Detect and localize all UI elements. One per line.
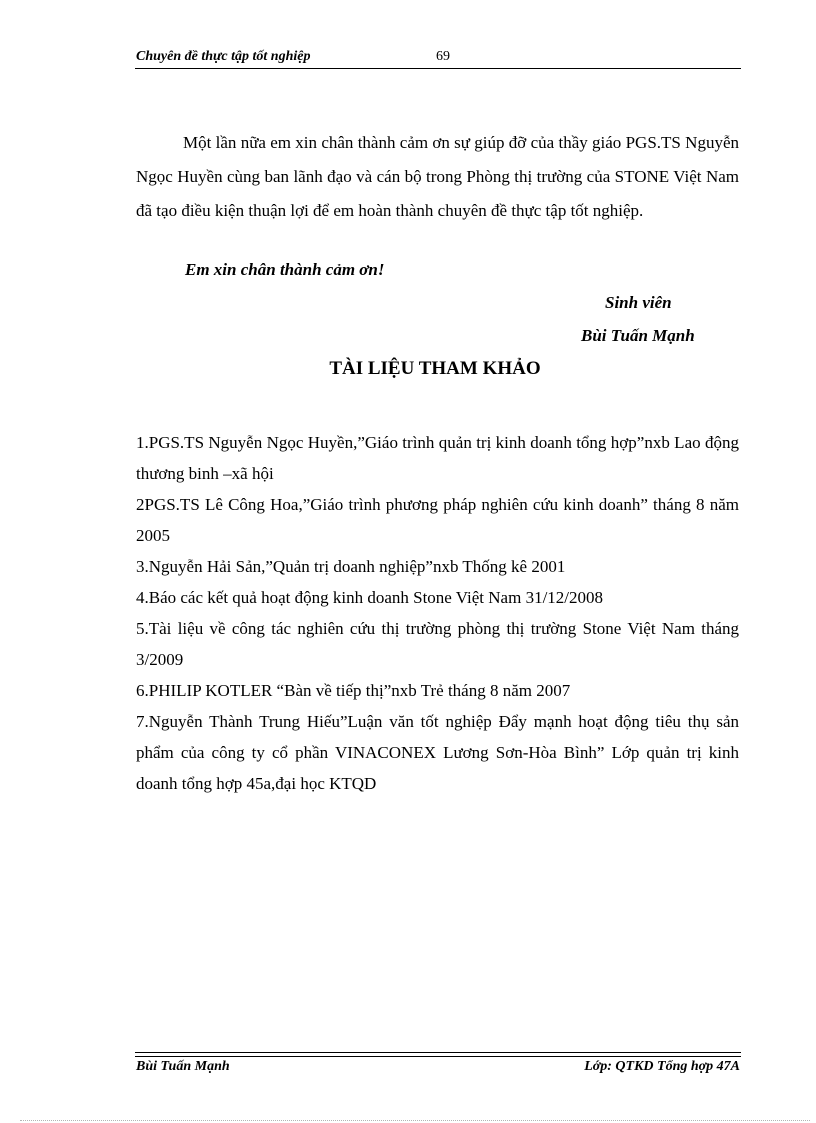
reference-item: 2PGS.TS Lê Công Hoa,”Giáo trình phương pháp nghiên cứu kinh doanh” tháng 8 năm 2005 [136, 495, 739, 545]
header-divider [135, 68, 741, 69]
footer-author: Bùi Tuấn Mạnh [136, 1059, 230, 1074]
signature-role: Sinh viên [605, 293, 672, 312]
reference-item: 7.Nguyễn Thành Trung Hiếu”Luận văn tốt nghiệp Đẩy mạnh hoạt động tiêu thụ sản phẩm của công ty cổ phần VINACONEX Lương Sơn-Hòa Bình” Lớp quản trị kinh doanh tổng hợp 45a,đại học KTQD [136, 712, 739, 793]
reference-item: 5.Tài liệu về công tác nghiên cứu thị trường phòng thị trường Stone Việt Nam tháng 3/2009 [136, 619, 739, 669]
footer-divider-top [135, 1052, 741, 1053]
thanks-line: Em xin chân thành cảm ơn! [185, 260, 385, 279]
signature-name: Bùi Tuấn Mạnh [581, 326, 695, 345]
references-list [136, 427, 739, 799]
reference-item: 4.Báo các kết quả hoạt động kinh doanh Stone Việt Nam 31/12/2008 [136, 588, 604, 607]
reference-item: 1.PGS.TS Nguyễn Ngọc Huyền,”Giáo trình quản trị kinh doanh tổng hợp”nxb Lao động thương binh –xã hội [136, 433, 739, 483]
reference-item: 6.PHILIP KOTLER “Bàn về tiếp thị”nxb Trẻ tháng 8 năm 2007 [136, 681, 571, 700]
reference-item: 3.Nguyễn Hải Sản,”Quản trị doanh nghiệp”nxb Thống kê 2001 [136, 557, 566, 576]
header-title: Chuyên đề thực tập tốt nghiệp [136, 49, 311, 64]
references-title: TÀI LIỆU THAM KHẢO [329, 358, 541, 379]
page-number: 69 [436, 49, 450, 64]
footer-divider-bottom [135, 1056, 741, 1057]
page-bottom-edge [20, 1120, 810, 1121]
footer-class: Lớp: QTKD Tổng hợp 47A [584, 1059, 740, 1074]
acknowledgement-paragraph: Một lần nữa em xin chân thành cảm ơn sự giúp đỡ của thầy giáo PGS.TS Nguyễn Ngọc Huyền cùng ban lãnh đạo và cán bộ trong Phòng thị trường của STONE Việt Nam đã tạo điều kiện thuận lợi để em hoàn thành chuyên đề thực tập tốt nghiệp. [136, 133, 739, 220]
